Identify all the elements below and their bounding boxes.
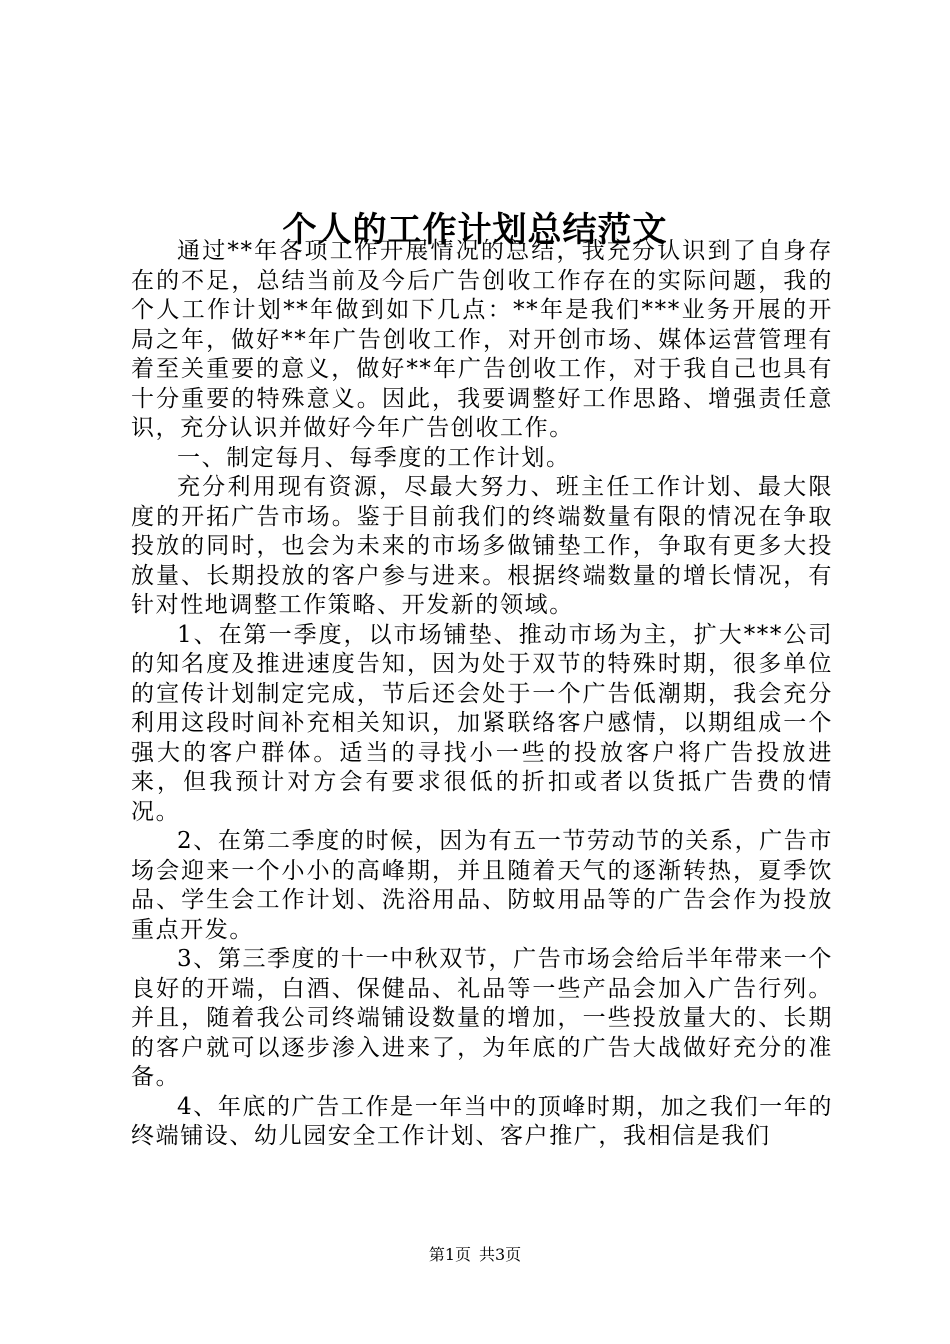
paragraph-q1: 1、在第一季度，以市场铺垫、推动市场为主，扩大***公司的知名度及推进速度告知，因为处于双节的特殊时期，很多单位的宣传计划制定完成，节后还会处于一个广告低潮期，我会充分利用这段时间补充相关知识，加紧联络客户感情，以期组成一个强大的客户群体。适当的寻找小一些的投放客户将广告投放进来，但我预计对方会有要求很低的折扣或者以货抵广告费的情况。: [131, 621, 833, 825]
document-body: [131, 237, 833, 1152]
page-total: 共3页: [479, 1245, 522, 1264]
paragraph-q4: 4、年底的广告工作是一年当中的顶峰时期，加之我们一年的终端铺设、幼儿园安全工作计划、客户推广，我相信是我们: [131, 1093, 833, 1149]
document-title: 个人的工作计划总结范文: [282, 209, 668, 250]
page-footer: [0, 1244, 950, 1266]
paragraph-resources: 充分利用现有资源，尽最大努力、班主任工作计划、最大限度的开拓广告市场。鉴于目前我们的终端数量有限的情况在争取投放的同时，也会为未来的市场多做铺垫工作，争取有更多大投放量、长期投放的客户参与进来。根据终端数量的增长情况，有针对性地调整工作策略、开发新的领域。: [131, 474, 833, 618]
paragraph-q2: 2、在第二季度的时候，因为有五一节劳动节的关系，广告市场会迎来一个小小的高峰期，并且随着天气的逐渐转热，夏季饮品、学生会工作计划、洗浴用品、防蚊用品等的广告会作为投放重点开发。: [131, 828, 833, 943]
paragraph-intro: 通过**年各项工作开展情况的总结，我充分认识到了自身存在的不足，总结当前及今后广告创收工作存在的实际问题，我的个人工作计划**年做到如下几点：**年是我们***业务开展的开局之年，做好**年广告创收工作，对开创市场、媒体运营管理有着至关重要的意义，做好**年广告创收工作，对于我自己也具有十分重要的特殊意义。因此，我要调整好工作思路、增强责任意识，充分认识并做好今年广告创收工作。: [131, 238, 833, 441]
paragraph-section-heading: 一、制定每月、每季度的工作计划。: [177, 444, 571, 471]
page-number: 第1页: [428, 1245, 471, 1264]
paragraph-q3: 3、第三季度的十一中秋双节，广告市场会给后半年带来一个良好的开端，白酒、保健品、礼品等一些产品会加入广告行列。并且，随着我公司终端铺设数量的增加，一些投放量大的、长期的客户就可以逐步渗入进来了，为年底的广告大战做好充分的准备。: [131, 946, 833, 1090]
